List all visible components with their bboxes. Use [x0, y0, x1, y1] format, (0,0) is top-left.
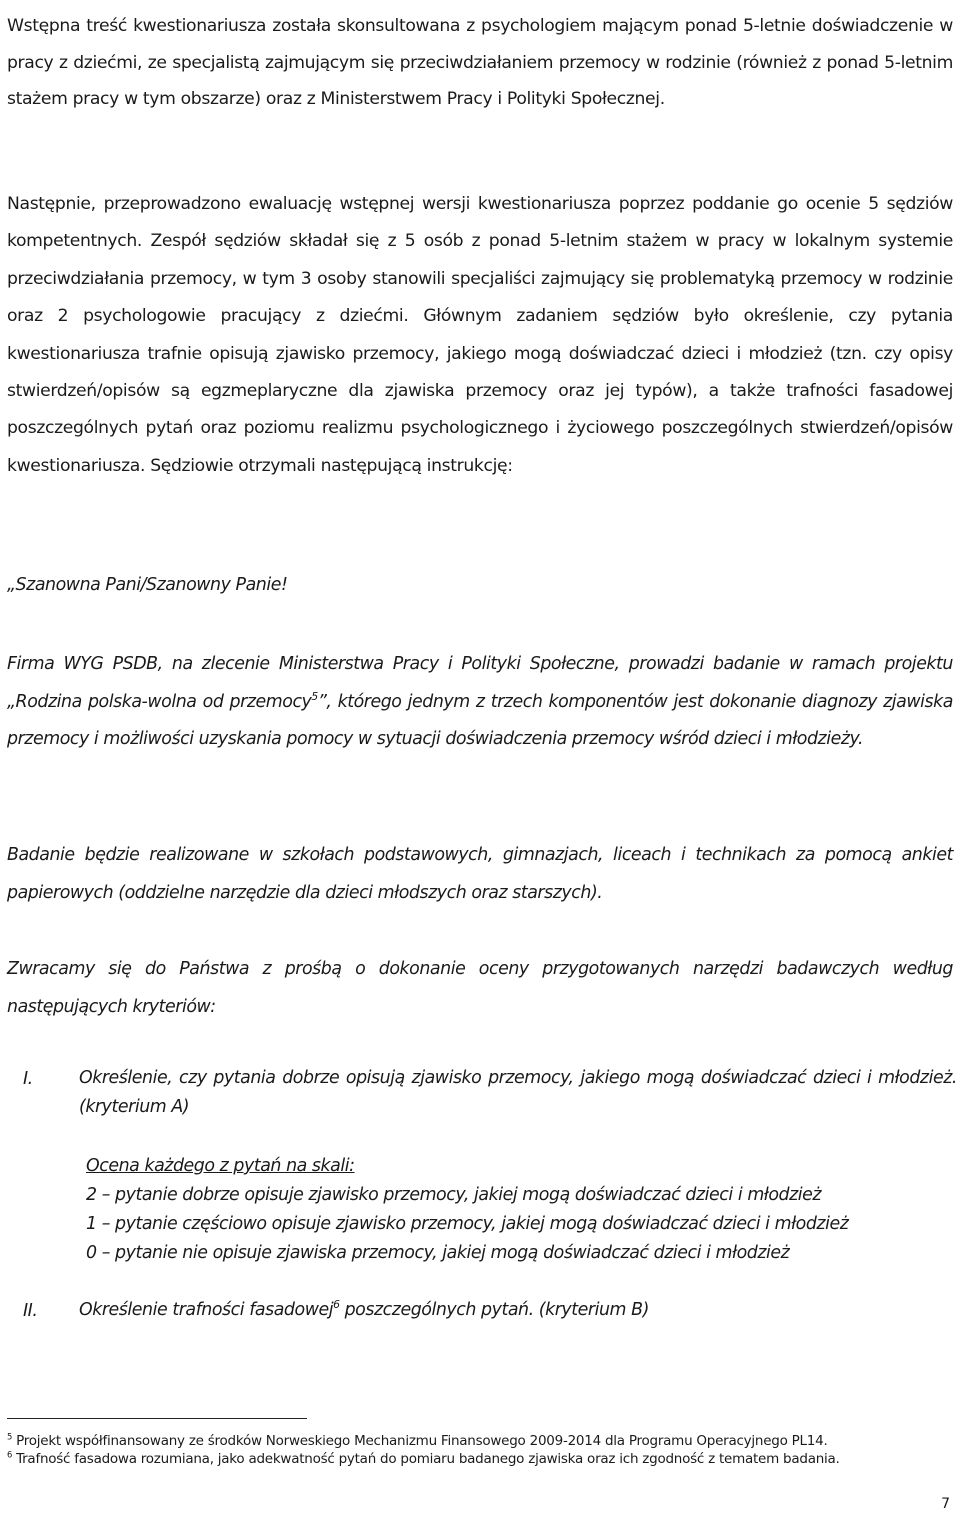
criterion-text-part: poszczególnych pytań. (kryterium B): [339, 1300, 649, 1320]
rating-scale: [86, 1152, 848, 1268]
footnote-text: Trafność fasadowa rozumiana, jako adekwatność pytań do pomiaru badanego zjawiska oraz ich zgodność z tematem badania.: [12, 1451, 840, 1467]
footnote-ref-6: 6: [333, 1298, 340, 1311]
footnote-6: [7, 1450, 957, 1468]
footnote-ref-5: 5: [311, 689, 318, 703]
criterion-text: Określenie, czy pytania dobrze opisują zjawisko przemocy, jakiego mogą doświadczać dzieci i młodzież. (kryterium A): [79, 1068, 957, 1117]
footnote-mark: 6: [7, 1449, 13, 1460]
scale-item: 0 – pytanie nie opisuje zjawiska przemocy, jakiej mogą doświadczać dzieci i młodzież: [86, 1243, 790, 1263]
instruction-p1-text: Firma WYG PSDB, na zlecenie Ministerstwa Pracy i Polityki Społeczne, prowadzi badanie w ramach projektu „Rodzina polska-wolna od przemocy: [7, 654, 953, 712]
paragraph-evaluation: Następnie, przeprowadzono ewaluację wstępnej wersji kwestionariusza poprzez poddanie go ocenie 5 sędziów kompetentnych. Zespół sędziów składał się z 5 osób z ponad 5-letnim stażem w pracy w lokalnym systemie przeciwdziałania przemocy, w tym 3 osoby stanowili specjaliści zajmujący się problematyką przemocy w rodzinie oraz 2 psychologowie pracujący z dziećmi. Głównym zadaniem sędziów było określenie, czy pytania kwestionariusza trafnie opisują zjawisko przemocy, jakiego mogą doświadczać dzieci i młodzież (tzn. czy opisy stwierdzeń/opisów są egzmeplaryczne dla zjawiska przemocy oraz jej typów), a także trafności fasadowej poszczególnych pytań oraz poziomu realizmu psychologicznego i życiowego poszczególnych stwierdzeń/opisów kwestionariusza. Sędziowie otrzymali następującą instrukcję:: [7, 194, 953, 476]
criterion-numeral: II.: [23, 1301, 38, 1321]
footnote-5: [7, 1432, 957, 1450]
instruction-paragraph-3: Zwracamy się do Państwa z prośbą o dokonanie oceny przygotowanych narzędzi badawczych według następujących kryteriów:: [7, 959, 953, 1017]
footnote-mark: 5: [7, 1431, 13, 1442]
criterion-text: [79, 1296, 957, 1325]
instruction-greeting: „Szanowna Pani/Szanowny Panie!: [7, 575, 288, 595]
paragraph-intro: Wstępna treść kwestionariusza została skonsultowana z psychologiem mającym ponad 5-letnie doświadczenie w pracy z dziećmi, ze specjalistą zajmującym się przeciwdziałaniem przemocy w rodzinie (również z ponad 5-letnim stażem pracy w tym obszarze) oraz z Ministerstwem Pracy i Polityki Społecznej.: [7, 16, 953, 109]
instruction-p1-text-cont: ”, którego jednym z trzech komponentów jest dokonanie diagnozy zjawiska przemocy i możliwości uzyskania pomocy w sytuacji doświadczenia przemocy wśród dzieci i młodzieży.: [7, 691, 953, 750]
scale-item: 2 – pytanie dobrze opisuje zjawisko przemocy, jakiej mogą doświadczać dzieci i młodzież: [86, 1185, 822, 1205]
instruction-paragraph-1: [7, 646, 953, 759]
footnote-divider: [7, 1418, 307, 1419]
footnote-text: Projekt współfinansowany ze środków Norweskiego Mechanizmu Finansowego 2009-2014 dla Programu Operacyjnego PL14.: [12, 1433, 828, 1449]
scale-heading: Ocena każdego z pytań na skali:: [86, 1156, 355, 1176]
criterion-numeral: I.: [23, 1069, 33, 1089]
criterion-text-part: Określenie trafności fasadowej: [79, 1300, 334, 1320]
page-number: 7: [941, 1496, 950, 1512]
scale-item: 1 – pytanie częściowo opisuje zjawisko przemocy, jakiej mogą doświadczać dzieci i młodzież: [86, 1214, 849, 1234]
instruction-paragraph-2: Badanie będzie realizowane w szkołach podstawowych, gimnazjach, liceach i technikach za pomocą ankiet papierowych (oddzielne narzędzie dla dzieci młodszych oraz starszych).: [7, 845, 953, 903]
